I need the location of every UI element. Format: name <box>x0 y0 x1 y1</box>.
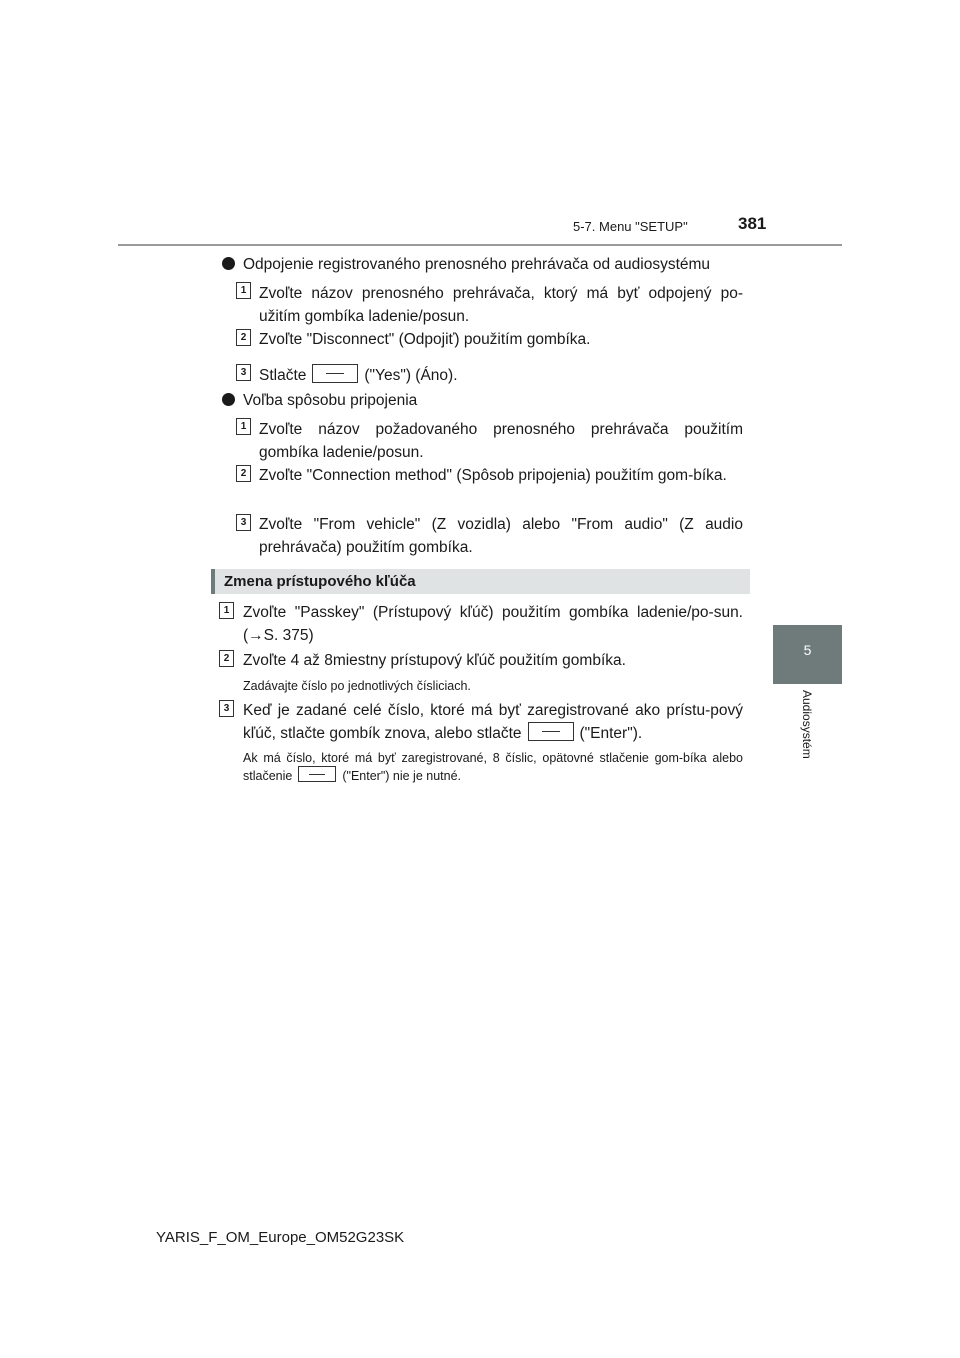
heading-text: Odpojenie registrovaného prenosného prehrávača od audiosystému <box>243 256 711 273</box>
note-text <box>243 751 743 784</box>
step-number-box: 3 <box>219 700 234 717</box>
step-text: Zvoľte "Passkey" (Prístupový kľúč) použitím gombíka ladenie/po-sun. (→S. 375) <box>243 604 743 644</box>
chapter-number: 5 <box>803 642 812 658</box>
note-text-before: Ak má číslo, ktoré má byť zaregistrované, 8 číslic, opätovné stlačenie gom-bíka alebo stlačenie <box>243 751 743 783</box>
step-number-box: 3 <box>236 514 251 531</box>
chapter-tab <box>773 625 842 684</box>
step-number-box: 2 <box>236 329 251 346</box>
step-text <box>259 364 743 387</box>
document-code: YARIS_F_OM_Europe_OM52G23SK <box>156 1229 405 1246</box>
step-number-box: 1 <box>219 602 234 619</box>
enter-button-icon <box>298 766 336 782</box>
bullet-icon <box>222 393 235 406</box>
enter-button-icon <box>528 722 574 741</box>
step-text: Zvoľte "From vehicle" (Z vozidla) alebo "From audio" (Z audio prehrávača) použitím gombíka. <box>259 516 743 556</box>
bullet-heading-connection <box>222 389 417 412</box>
section-title: 5-7. Menu "SETUP" <box>573 219 688 234</box>
step-number-box: 2 <box>236 465 251 482</box>
step-text-before: Stlačte <box>259 367 307 384</box>
step-number-box: 2 <box>219 650 234 667</box>
header-divider <box>118 244 842 246</box>
chapter-label-container <box>800 690 816 800</box>
step-text-before: Keď je zadané celé číslo, ktoré má byť zaregistrované ako prístu-pový kľúč, stlačte gombík znova, alebo stlačte <box>243 702 743 742</box>
step-text <box>243 699 743 745</box>
note-text: Zadávajte číslo po jednotlivých čísliciach. <box>243 679 471 693</box>
step-text: Zvoľte "Disconnect" (Odpojiť) použitím gombíka. <box>259 331 591 348</box>
step-number-box: 3 <box>236 364 251 381</box>
step-text: Zvoľte názov požadovaného prenosného prehrávača použitím gombíka ladenie/posun. <box>259 421 743 461</box>
step-text: Zvoľte "Connection method" (Spôsob pripojenia) použitím gom-bíka. <box>259 467 727 484</box>
bullet-icon <box>222 257 235 270</box>
bullet-heading-disconnect <box>222 253 710 276</box>
step-text: Zvoľte názov prenosného prehrávača, ktorý má byť odpojený po-užitím gombíka ladenie/posun. <box>259 285 743 325</box>
section-heading-passkey: Zmena prístupového kľúča <box>211 569 750 594</box>
chapter-label: Audiosystém <box>800 690 814 759</box>
step-text-after: ("Yes") (Áno). <box>364 367 458 384</box>
page-number: 381 <box>738 214 767 233</box>
yes-button-icon <box>312 364 358 383</box>
step-number-box: 1 <box>236 282 251 299</box>
step-number-box: 1 <box>236 418 251 435</box>
step-text: Zvoľte 4 až 8miestny prístupový kľúč použitím gombíka. <box>243 652 626 669</box>
heading-text: Voľba spôsobu pripojenia <box>243 392 418 409</box>
step-text-after: ("Enter"). <box>579 725 643 742</box>
note-text-after: ("Enter") nie je nutné. <box>342 769 462 783</box>
